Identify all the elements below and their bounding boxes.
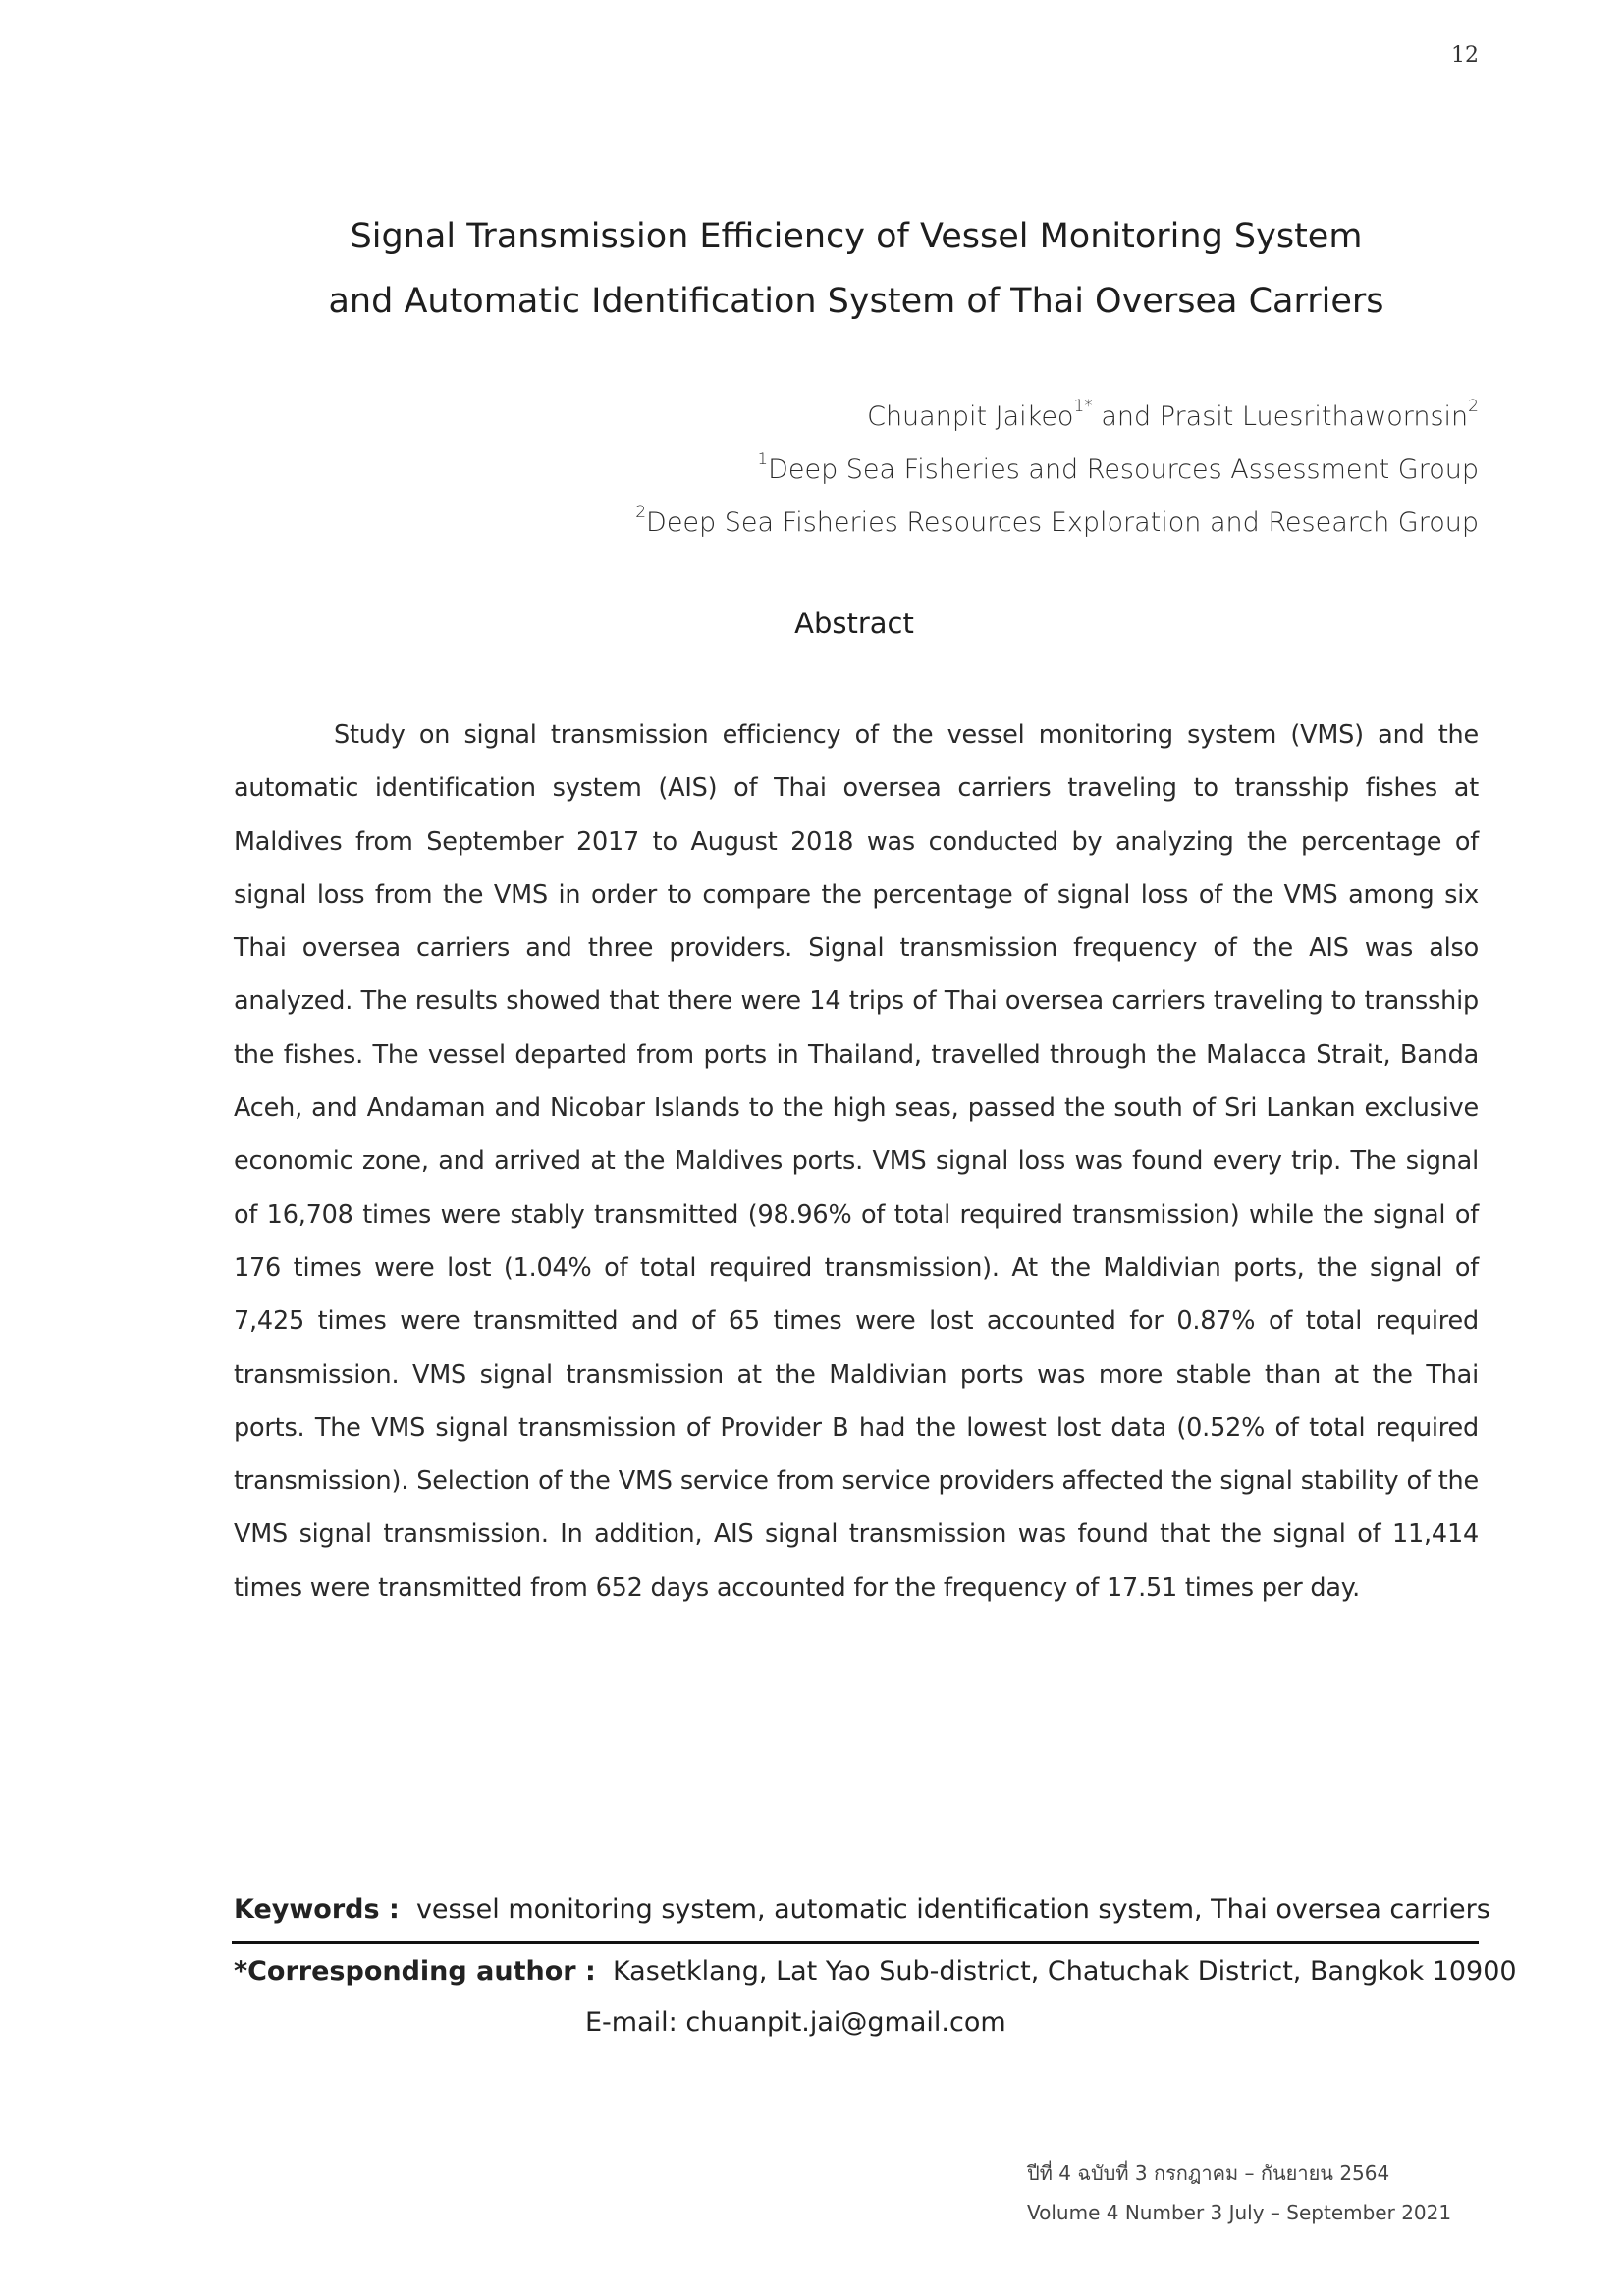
keywords-line <box>234 1891 1490 1930</box>
affiliation-2-superscript: 2 <box>635 503 647 522</box>
abstract-body: Study on signal transmission efficiency of the vessel monitoring system (VMS) and the automatic identification system (AIS) of Thai oversea carriers traveling to transship fishes at Maldives from September 2017 to August 2018 was conducted by analyzing the percentage of signal loss from the VMS in order to compare the percentage of signal loss of the VMS among six Thai oversea carriers and three providers. Signal transmission frequency of the AIS was also analyzed. The results showed that there were 14 trips of Thai oversea carriers traveling to transship the fishes. The vessel departed from ports in Thailand, travelled through the Malacca Strait, Banda Aceh, and Andaman and Nicobar Islands to the high seas, passed the south of Sri Lankan exclusive economic zone, and arrived at the Maldives ports. VMS signal loss was found every trip. The signal of 16,708 times were stably transmitted (98.96% of total required transmission) while the signal of 176 times were lost (1.04% of total required transmission). At the Maldivian ports, the signal of 7,425 times were transmitted and of 65 times were lost accounted for 0.87% of total required transmission. VMS signal transmission at the Maldivian ports was more stable than at the Thai ports. The VMS signal transmission of Provider B had the lowest lost data (0.52% of total required transmission). Selection of the VMS service from service providers affected the signal stability of the VMS signal transmission. In addition, AIS signal transmission was found that the signal of 11,414 times were transmitted from 652 days accounted for the frequency of 17.51 times per day. <box>234 721 1479 1603</box>
paper-title-line-1: Signal Transmission Efficiency of Vessel Monitoring System <box>350 217 1363 256</box>
keywords-label: Keywords : <box>234 1895 400 1925</box>
corresponding-author-line <box>234 1949 1517 1996</box>
affiliation-2-text: Deep Sea Fisheries Resources Exploration and Research Group <box>646 507 1479 538</box>
footer-english-issue: Volume 4 Number 3 July – September 2021 <box>1027 2201 1452 2224</box>
author-1-superscript: 1* <box>1073 397 1093 416</box>
author-block <box>635 391 1479 550</box>
paper-title-line-2: and Automatic Identification System of Thai Oversea Carriers <box>328 282 1384 321</box>
footnote-divider <box>232 1941 1479 1944</box>
author-connector: and <box>1092 401 1160 432</box>
author-2-name: Prasit Luesrithawornsin <box>1159 401 1469 432</box>
corresponding-author-address: Kasetklang, Lat Yao Sub-district, Chatuchak District, Bangkok 10900 <box>612 1956 1517 1987</box>
corresponding-author-email: E-mail: chuanpit.jai@gmail.com <box>585 2007 1006 2038</box>
page-number: 12 <box>1451 43 1479 68</box>
author-names <box>635 391 1479 444</box>
affiliation-2 <box>635 497 1479 550</box>
paper-title <box>234 204 1479 334</box>
keywords-text: vessel monitoring system, automatic identification system, Thai oversea carriers <box>415 1895 1490 1925</box>
abstract-heading: Abstract <box>794 607 914 640</box>
footer-thai-issue: ปีที่ 4 ฉบับที่ 3 กรกฎาคม – กันยายน 2564 <box>1027 2162 1390 2185</box>
affiliation-1-text: Deep Sea Fisheries and Resources Assessment Group <box>768 454 1479 485</box>
affiliation-1-superscript: 1 <box>757 450 769 469</box>
journal-footer <box>1027 2154 1451 2232</box>
author-2-superscript: 2 <box>1468 397 1479 416</box>
affiliation-1 <box>635 444 1479 497</box>
author-1-name: Chuanpit Jaikeo <box>867 401 1074 432</box>
corresponding-author-label: *Corresponding author : <box>234 1956 596 1987</box>
